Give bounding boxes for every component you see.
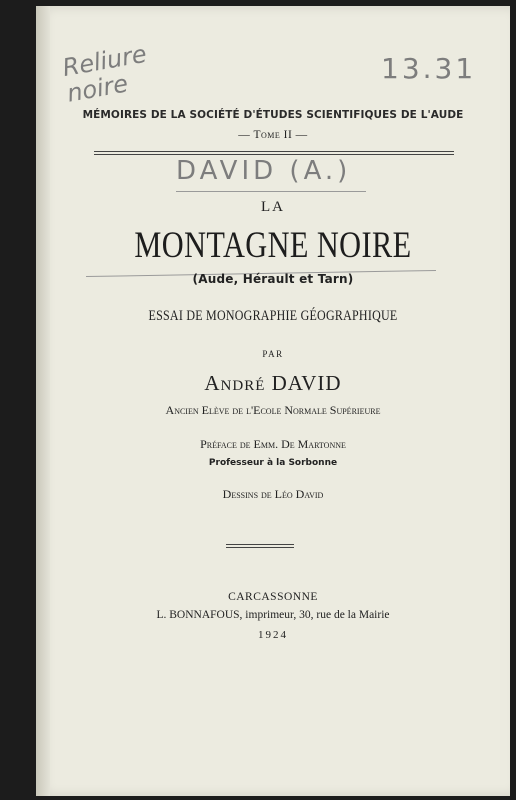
- subtitle-regions: (Aude, Hérault et Tarn): [192, 272, 354, 286]
- author-credentials: Ancien Elève de l'Ecole Normale Supérieure: [165, 403, 381, 417]
- preface-role: Professeur à la Sorbonne: [208, 458, 338, 468]
- page-gutter: [36, 6, 50, 796]
- drawings-credit: Dessins de Léo David: [222, 487, 324, 501]
- imprint-printer: L. BONNAFOUS, imprimeur, 30, rue de la Mairie: [156, 609, 390, 621]
- imprint-city: CARCASSONNE: [228, 591, 318, 603]
- header-rule: [94, 151, 454, 152]
- ornament-rule-2: [226, 547, 294, 548]
- handwritten-author: DAVID (A.): [176, 156, 352, 186]
- ornament-rule: [226, 544, 294, 545]
- par-label: PAR: [262, 349, 284, 359]
- series-title: MÉMOIRES DE LA SOCIÉTÉ D'ÉTUDES SCIENTIFIQUES DE L'AUDE: [82, 109, 464, 121]
- header-rule-2: [94, 154, 454, 155]
- imprint-year: 1924: [258, 629, 288, 641]
- handwritten-shelfmark: 13.31: [381, 52, 477, 85]
- main-title: MONTAGNE NOIRE: [134, 225, 412, 266]
- pencil-underline: [176, 191, 366, 192]
- title-page: [36, 6, 510, 796]
- handwritten-binding-note: Reliure noire: [60, 39, 149, 108]
- subtitle-essay: ESSAI DE MONOGRAPHIE GÉOGRAPHIQUE: [148, 308, 398, 324]
- author-name: André DAVID: [204, 371, 342, 395]
- tome-number: — Tome II —: [238, 129, 308, 141]
- preface-credit: Préface de Emm. De Martonne: [200, 437, 346, 451]
- title-article: LA: [261, 199, 285, 215]
